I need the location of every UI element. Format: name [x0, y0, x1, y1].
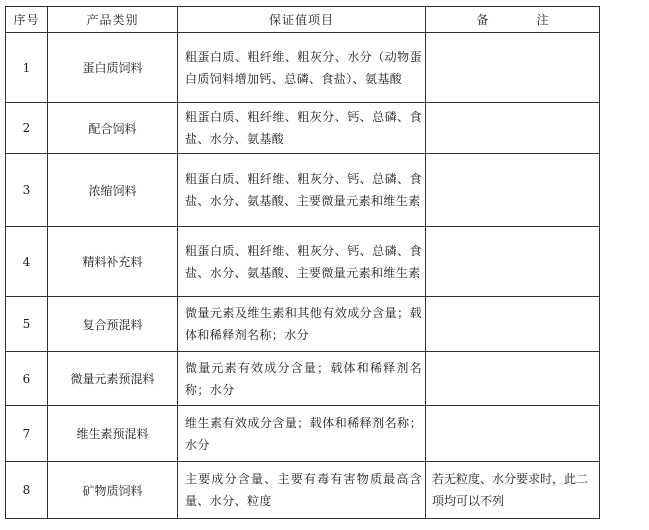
row-guarantee-items: 粗蛋白质、粗纤维、粗灰分、水分（动物蛋白质饲料增加钙、总磷、食盐）、氨基酸 — [178, 33, 426, 103]
table-row — [6, 154, 600, 227]
table-header-row — [6, 7, 600, 33]
row-number: 2 — [6, 103, 48, 154]
row-category: 精料补充料 — [48, 227, 178, 297]
table-row — [6, 406, 600, 462]
row-number: 1 — [6, 33, 48, 103]
row-remark — [426, 352, 600, 406]
header-guarantee-items: 保证值项目 — [178, 7, 426, 33]
table-row — [6, 297, 600, 352]
row-category: 维生素预混料 — [48, 406, 178, 462]
row-number: 6 — [6, 352, 48, 406]
row-category: 矿物质饲料 — [48, 462, 178, 519]
table-row — [6, 227, 600, 297]
row-remark — [426, 103, 600, 154]
row-guarantee-items: 粗蛋白质、粗纤维、粗灰分、钙、总磷、食盐、水分、氨基酸、主要微量元素和维生素 — [178, 227, 426, 297]
row-remark — [426, 33, 600, 103]
row-guarantee-items: 维生素有效成分含量；载体和稀释剂名称；水分 — [178, 406, 426, 462]
feed-label-table-container — [5, 6, 600, 519]
row-guarantee-items: 粗蛋白质、粗纤维、粗灰分、钙、总磷、食盐、水分、氨基酸、主要微量元素和维生素 — [178, 154, 426, 227]
header-category: 产品类别 — [48, 7, 178, 33]
row-guarantee-items: 微量元素有效成分含量；载体和稀释剂名称；水分 — [178, 352, 426, 406]
row-remark — [426, 227, 600, 297]
row-number: 3 — [6, 154, 48, 227]
row-guarantee-items: 微量元素及维生素和其他有效成分含量；载体和稀释剂名称；水分 — [178, 297, 426, 352]
table-row — [6, 103, 600, 154]
row-number: 8 — [6, 462, 48, 519]
row-remark — [426, 154, 600, 227]
row-category: 复合预混料 — [48, 297, 178, 352]
row-category: 蛋白质饲料 — [48, 33, 178, 103]
row-remark: 若无粒度、水分要求时，此二项均可以不列 — [426, 462, 600, 519]
header-remarks: 备 注 — [426, 7, 600, 33]
row-category: 配合饲料 — [48, 103, 178, 154]
row-guarantee-items: 主要成分含量、主要有毒有害物质最高含量、水分、粒度 — [178, 462, 426, 519]
row-guarantee-items: 粗蛋白质、粗纤维、粗灰分、钙、总磷、食盐、水分、氨基酸 — [178, 103, 426, 154]
table-row — [6, 33, 600, 103]
row-number: 7 — [6, 406, 48, 462]
row-number: 5 — [6, 297, 48, 352]
table-row — [6, 352, 600, 406]
table-row — [6, 462, 600, 519]
feed-guarantee-table — [5, 6, 600, 519]
row-remark — [426, 406, 600, 462]
row-category: 微量元素预混料 — [48, 352, 178, 406]
header-number: 序号 — [6, 7, 48, 33]
row-number: 4 — [6, 227, 48, 297]
row-remark — [426, 297, 600, 352]
row-category: 浓缩饲料 — [48, 154, 178, 227]
